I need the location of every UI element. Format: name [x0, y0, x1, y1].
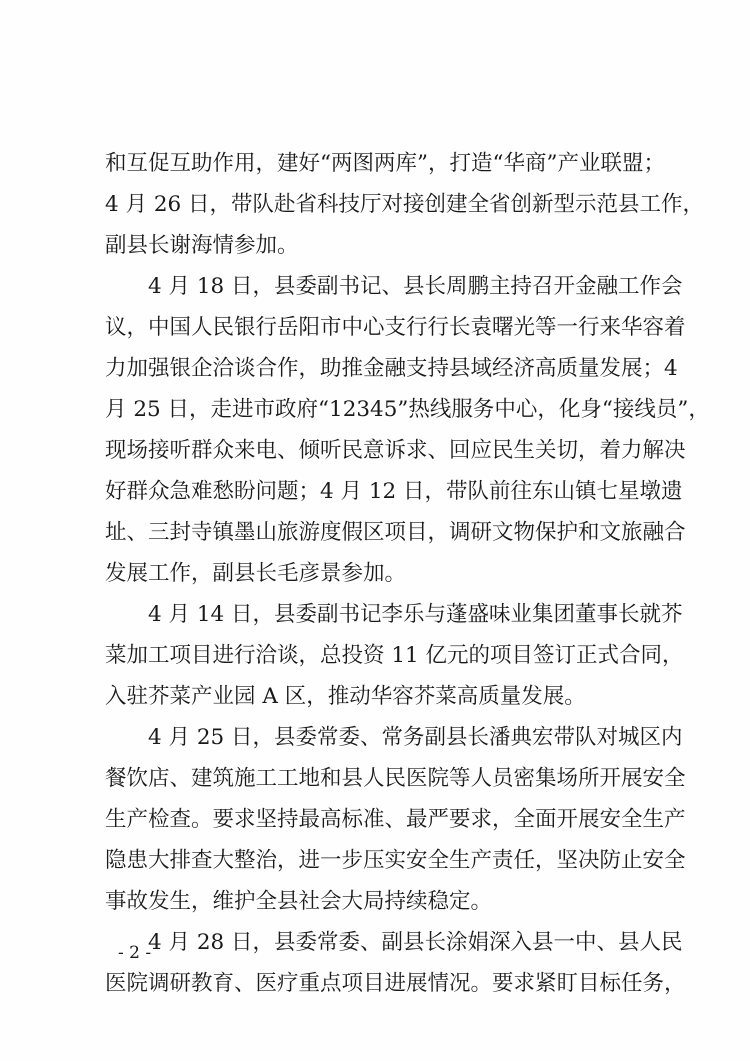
text-line: 入驻芥菜产业园 A 区，推动华容芥菜高质量发展。 [105, 684, 586, 709]
text-line: 隐患大排查大整治，进一步压实安全生产责任，坚决防止安全 [105, 848, 686, 873]
paragraph-first-line: 4 月 14 日，县委副书记李乐与蓬盛味业集团董事长就芥 [148, 602, 683, 627]
page-number: - 2 - [118, 943, 152, 963]
text-line: 发展工作，副县长毛彦景参加。 [105, 561, 407, 586]
paragraph-first-line: 4 月 28 日，县委常委、副县长涂娟深入县一中、县人民 [148, 930, 683, 955]
text-line: 议，中国人民银行岳阳市中心支行行长袁曙光等一行来华容着 [105, 315, 686, 340]
text-line: 月 25 日，走进市政府“12345”热线服务中心，化身“接线员”， [105, 397, 710, 422]
paragraph-first-line: 4 月 25 日，县委常委、常务副县长潘典宏带队对城区内 [148, 725, 683, 750]
text-line: 好群众急难愁盼问题；4 月 12 日，带队前往东山镇七星墩遗 [105, 479, 683, 504]
text-line: 现场接听群众来电、倾听民意诉求、回应民生关切，着力解决 [105, 438, 686, 463]
text-line: 餐饮店、建筑施工工地和县人民医院等人员密集场所开展安全 [105, 766, 686, 791]
text-line: 力加强银企洽谈合作，助推金融支持县域经济高质量发展；4 [105, 356, 678, 381]
text-line: 4 月 26 日，带队赴省科技厅对接创建全省创新型示范县工作， [105, 192, 705, 217]
text-line: 副县长谢海情参加。 [105, 233, 299, 258]
text-line: 和互促互助作用，建好“两图两库”，打造“华商”产业联盟； [105, 151, 665, 176]
text-line: 医院调研教育、医疗重点项目进展情况。要求紧盯目标任务， [105, 971, 686, 996]
text-line: 事故发生，维护全县社会大局持续稳定。 [105, 889, 493, 914]
text-line: 址、三封寺镇墨山旅游度假区项目，调研文物保护和文旅融合 [105, 520, 686, 545]
text-line: 菜加工项目进行洽谈，总投资 11 亿元的项目签订正式合同， [105, 643, 684, 668]
paragraph-first-line: 4 月 18 日，县委副书记、县长周鹏主持召开金融工作会 [148, 274, 683, 299]
text-line: 生产检查。要求坚持最高标准、最严要求，全面开展安全生产 [105, 807, 686, 832]
